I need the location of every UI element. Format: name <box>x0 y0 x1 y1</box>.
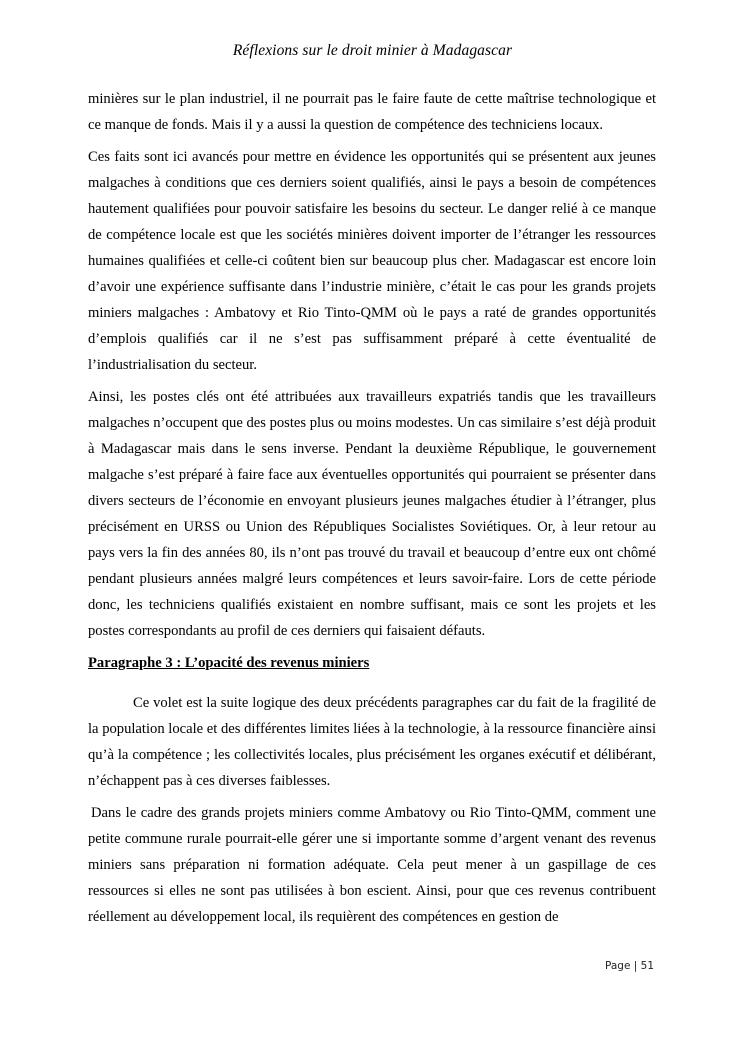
paragraph-3: Ainsi, les postes clés ont été attribuées aux travailleurs expatriés tandis que les travailleurs malgaches n’occupent que des postes plus ou moins modestes. Un cas similaire s’est déjà produit à Madagascar mais dans le sens inverse. Pendant la deuxième République, le gouvernement malgache s’est préparé à faire face aux éventuelles opportunités qui pourraient se présenter dans divers secteurs de l’économie en envoyant plusieurs jeunes malgaches étudier à l’étranger, plus précisément en URSS ou Union des Républiques Socialistes Soviétiques. Or, à leur retour au pays vers la fin des années 80, ils n’ont pas trouvé du travail et beaucoup d’entre eux ont chômé pendant plusieurs années malgré leurs compétences et leurs savoir-faire. Lors de cette période donc, les techniciens qualifiés existaient en nombre suffisant, mais ce sont les projets et les postes correspondants au profil de ces derniers qui faisaient défauts. <box>88 389 656 639</box>
paragraph-4: Ce volet est la suite logique des deux précédents paragraphes car du fait de la fragilité de la population locale et des différentes limites liées à la technologie, à la ressource financière ainsi qu’à la compétence ; les collectivités locales, plus précisément les organes exécutif et délibérant, n’échappent pas à ces diverses faiblesses. <box>88 695 656 789</box>
paragraph-2: Ces faits sont ici avancés pour mettre en évidence les opportunités qui se présentent aux jeunes malgaches à conditions que ces derniers soient qualifiés, ainsi le pays a besoin de compétences hautement qualifiées pour pouvoir satisfaire les besoins du secteur. Le danger relié à ce manque de compétence locale est que les sociétés minières doivent importer de l’étranger les ressources humaines qualifiées et celle-ci coûtent bien sur beaucoup plus cher. Madagascar est encore loin d’avoir une expérience suffisante dans l’industrie minière, c’était le cas pour les grands projets miniers malgaches : Ambatovy et Rio Tinto-QMM où le pays a raté de grandes opportunités d’emplois qualifiés car il ne s’est pas suffisamment préparé à cette éventualité de l’industrialisation du secteur. <box>88 149 656 373</box>
paragraph-1: minières sur le plan industriel, il ne pourrait pas le faire faute de cette maîtrise technologique et ce manque de fonds. Mais il y a aussi la question de compétence des techniciens locaux. <box>88 91 656 133</box>
section-heading: Paragraphe 3 : L’opacité des revenus miniers <box>88 655 370 671</box>
paragraph-5: Dans le cadre des grands projets miniers comme Ambatovy ou Rio Tinto-QMM, comment une petite commune rurale pourrait-elle gérer une si importante somme d’argent venant des revenus miniers sans préparation ni formation adéquate. Cela peut mener à un gaspillage de ces ressources si elles ne sont pas utilisées à bon escient. Ainsi, pour que ces revenus contribuent réellement au développement local, ils requièrent des compétences en gestion de <box>88 805 656 925</box>
running-header: Réflexions sur le droit minier à Madagascar <box>232 42 513 59</box>
page-number: Page | 51 <box>605 960 654 972</box>
body-text <box>88 86 656 936</box>
